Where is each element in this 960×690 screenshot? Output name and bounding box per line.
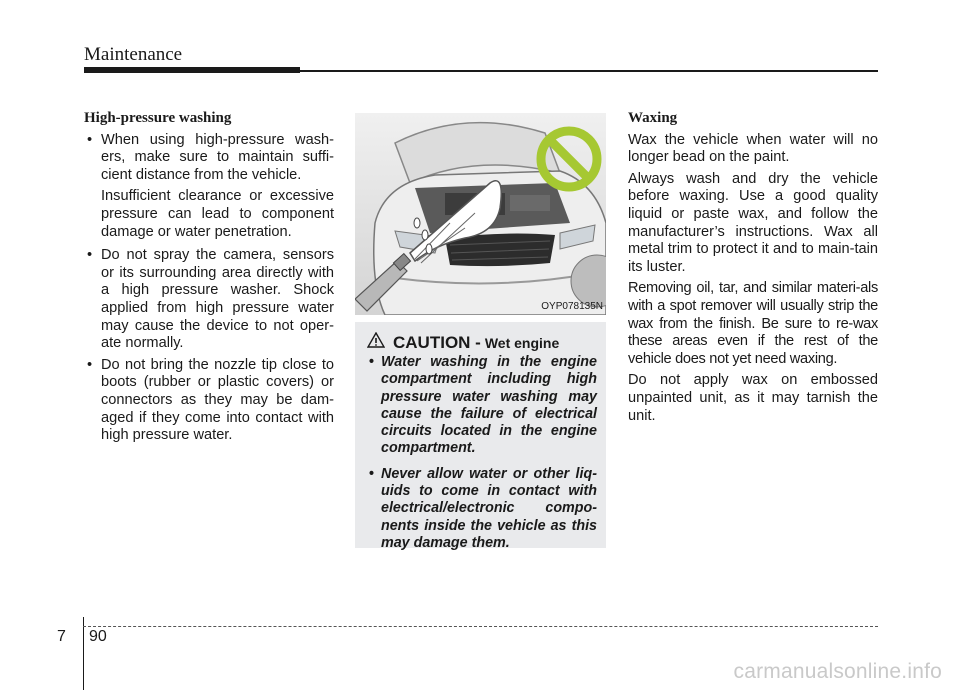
watermark: carmanualsonline.info (733, 660, 942, 683)
caution-item-text: Never allow water or other liq-uids to come in contact with electrical/electronic compo-nents inside the vehicle as this may damage them. (381, 465, 597, 551)
bullet-text: When using high-pressure wash-ers, make sure to maintain suffi-cient distance from the vehicle. (101, 131, 334, 183)
caution-title: Wet engine (484, 334, 560, 351)
bullet-text: Do not bring the nozzle tip close to boots (rubber or plastic covers) or connectors as they may be dam-aged if they come into contact with high pressure water. (101, 356, 334, 444)
bullet-dot: • (369, 354, 375, 370)
illustration-code: OYP078135N (541, 301, 603, 312)
header-title: Maintenance (84, 44, 183, 65)
bullet-dot: • (87, 247, 93, 264)
bullet-item (84, 132, 334, 185)
bullet-dot: • (369, 465, 375, 482)
caution-item-text: Water washing in the engine compartment including high pressure water washing may cause the failure of electrical circuits located in the engine compartment. (381, 354, 597, 457)
chapter-number: 7 (57, 628, 66, 645)
caution-box (355, 322, 606, 551)
bullet-dot: • (87, 356, 93, 373)
header-rule-thin (300, 70, 878, 72)
left-column (84, 110, 334, 449)
page-number: 90 (89, 628, 107, 645)
caution-body (367, 354, 597, 560)
right-column (628, 110, 878, 429)
bullet-text: Do not spray the camera, sensors or its surrounding area directly with a high pressure washer. Shock applied from high pressure water may cause the device to not oper-ate normally. (101, 247, 334, 352)
paragraph: Wax the vehicle when water will no longer bead on the paint. (628, 131, 878, 166)
paragraph: Do not apply wax on embossed unpainted unit, as it may tarnish the unit. (628, 372, 878, 424)
caution-label: CAUTION - (393, 332, 481, 352)
bullet-item (84, 247, 334, 353)
paragraph: Removing oil, tar, and similar materi-als with a spot remover will usually strip the wax from the finish. Be sure to re-wax these areas even if the rest of the vehicle does not yet need waxing. (628, 280, 878, 367)
warning-triangle-icon (367, 332, 385, 353)
bullet-dot: • (87, 131, 93, 148)
header-rule-thick (84, 67, 300, 73)
caution-item (367, 354, 597, 458)
footer-vertical-rule (83, 617, 84, 690)
paragraph: Always wash and dry the vehicle before waxing. Use a good quality liquid or paste wax, and follow the manufacturer’s instructions. Wax all metal trim to protect it and to main-tain its luster. (628, 170, 878, 275)
section-heading-waxing: Waxing (628, 110, 678, 126)
caution-item (367, 466, 597, 552)
washing-illustration (355, 113, 606, 315)
bullet-subtext: Insufficient clearance or excessive pressure can lead to component damage or water penetration. (101, 188, 334, 240)
car-engine-washing-image (355, 113, 606, 315)
section-heading-high-pressure: High-pressure washing (84, 110, 232, 126)
footer-dashed-rule (83, 626, 878, 627)
caution-header (367, 332, 559, 353)
bullet-item (84, 357, 334, 445)
